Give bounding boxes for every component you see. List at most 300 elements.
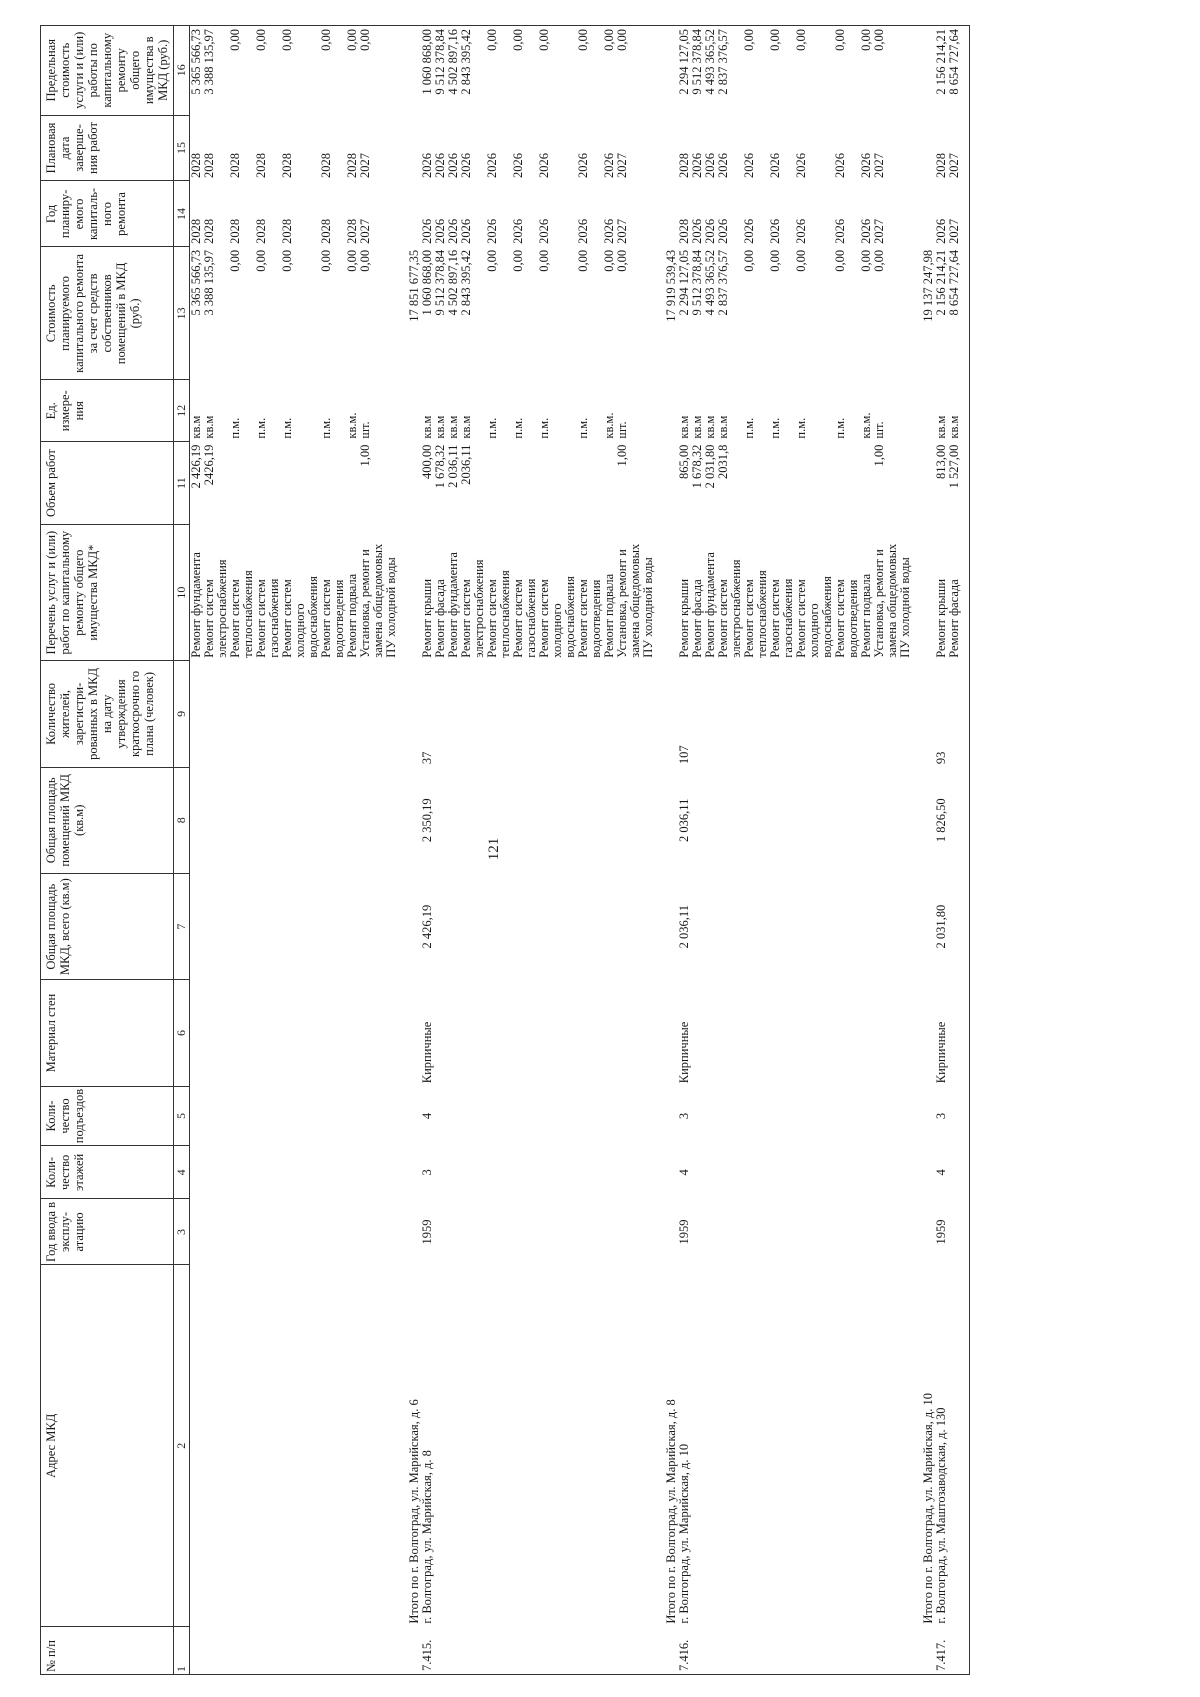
empty-cell: [460, 980, 486, 1086]
table-row: [346, 26, 359, 1675]
table-row: [616, 26, 655, 1675]
empty-cell: [434, 1627, 447, 1675]
empty-cell: [717, 1627, 743, 1675]
empty-cell: [912, 980, 922, 1086]
empty-cell: [961, 380, 970, 442]
empty-cell: [190, 873, 204, 979]
empty-cell: [834, 1086, 860, 1146]
empty-cell: [434, 980, 447, 1086]
work-name: Ремонт систем теплоснабжения: [228, 570, 255, 658]
work-volume: [577, 442, 603, 525]
empty-cell: [320, 980, 346, 1086]
empty-cell: [447, 767, 460, 873]
empty-cell: [603, 1086, 616, 1146]
empty-cell: [769, 1199, 795, 1265]
table-row: [769, 26, 795, 1675]
empty-cell: [281, 767, 320, 873]
work-repair-year: 2026: [833, 218, 847, 244]
work-name: Ремонт систем холодного водоснабжения: [794, 576, 834, 658]
work-volume: 1 678,32: [433, 444, 447, 489]
empty-cell: [359, 980, 398, 1086]
empty-cell: [860, 1086, 873, 1146]
work-repair-year: 2026: [446, 218, 460, 244]
empty-cell: [616, 1199, 655, 1265]
area-total: 2 036,11: [677, 905, 691, 949]
work-limit-cost: 0,00: [860, 26, 873, 116]
column-number: 8: [174, 767, 190, 873]
empty-cell: [912, 1086, 922, 1146]
empty-cell: [603, 1199, 616, 1265]
empty-cell: [512, 873, 538, 979]
total-cost: 17 919 539,43: [664, 249, 678, 322]
empty-cell: [717, 873, 743, 979]
work-name: Ремонт систем водоотведения: [576, 579, 603, 658]
year-built: 1959: [934, 1219, 948, 1245]
work-volume: 2 031,80: [703, 444, 717, 489]
work-name: Ремонт систем водоотведения: [319, 579, 346, 658]
header-row: [41, 26, 174, 1675]
work-repair-year: 2026: [768, 218, 782, 244]
work-volume: 1,00: [358, 444, 372, 467]
empty-cell: [948, 873, 961, 979]
work-end-year: 2026: [716, 152, 730, 178]
table-row: [717, 26, 743, 1675]
empty-cell: [860, 1265, 873, 1627]
empty-cell: [704, 1086, 717, 1146]
work-name: Ремонт систем газоснабжения: [768, 578, 795, 658]
empty-cell: [961, 442, 970, 525]
row-number: 7.417.: [935, 1627, 948, 1675]
empty-cell: [398, 1086, 408, 1146]
table-row: [190, 26, 204, 1675]
table-row: [795, 26, 834, 1675]
empty-cell: [190, 1146, 204, 1199]
empty-cell: [229, 980, 255, 1086]
empty-cell: [486, 767, 512, 873]
empty-cell: [577, 1199, 603, 1265]
empty-cell: [398, 26, 408, 116]
empty-cell: [704, 1265, 717, 1627]
work-limit-cost: 0,00: [229, 26, 255, 116]
empty-cell: [691, 1199, 704, 1265]
work-repair-year: 2028: [319, 218, 333, 244]
work-end-year: 2026: [794, 152, 808, 178]
work-cost: 2 156 214,21: [934, 249, 948, 316]
work-unit: п.м.: [319, 417, 333, 439]
empty-cell: [190, 1086, 204, 1146]
empty-cell: [873, 661, 912, 767]
header-entrances: Коли-чество подъездов: [41, 1086, 174, 1146]
work-volume: 400,00: [420, 444, 434, 479]
empty-cell: [203, 980, 229, 1086]
work-name: Ремонт систем водоотведения: [833, 579, 860, 658]
work-name: Ремонт систем электроснабжения: [202, 559, 229, 658]
area-rooms: 2 036,11: [677, 798, 691, 842]
column-number: 4: [174, 1146, 190, 1199]
work-repair-year: 2026: [485, 218, 499, 244]
empty-cell: [447, 1199, 460, 1265]
empty-cell: [434, 1199, 447, 1265]
empty-cell: [603, 1265, 616, 1627]
empty-cell: [320, 767, 346, 873]
empty-cell: [320, 1146, 346, 1199]
work-end-year: 2027: [358, 152, 372, 178]
work-unit: п.м.: [511, 417, 525, 439]
work-end-year: 2028: [934, 152, 948, 178]
empty-cell: [434, 873, 447, 979]
empty-cell: [538, 1627, 577, 1675]
empty-cell: [769, 873, 795, 979]
empty-cell: [229, 1199, 255, 1265]
empty-cell: [769, 1265, 795, 1627]
work-volume: [538, 442, 577, 525]
empty-cell: [795, 1086, 834, 1146]
empty-cell: [691, 873, 704, 979]
empty-cell: [538, 1265, 577, 1627]
empty-cell: [860, 1199, 873, 1265]
work-limit-cost: 0,00: [512, 26, 538, 116]
empty-cell: [948, 661, 961, 767]
column-number: 3: [174, 1199, 190, 1265]
empty-cell: [460, 661, 486, 767]
empty-cell: [834, 873, 860, 979]
empty-cell: [512, 1627, 538, 1675]
empty-cell: [873, 1199, 912, 1265]
work-repair-year: 2027: [358, 218, 372, 244]
table-body: [190, 26, 970, 1675]
empty-cell: [398, 1199, 408, 1265]
total-cost: 19 137 247,98: [921, 249, 935, 322]
empty-cell: [704, 980, 717, 1086]
work-end-year: 2026: [511, 152, 525, 178]
empty-cell: [603, 661, 616, 767]
work-repair-year: 2028: [189, 218, 203, 244]
empty-cell: [655, 767, 665, 873]
empty-cell: [434, 661, 447, 767]
work-limit-cost: 0,00: [255, 26, 281, 116]
empty-cell: [961, 661, 970, 767]
empty-cell: [691, 1265, 704, 1627]
work-end-year: 2026: [768, 152, 782, 178]
empty-cell: [203, 1146, 229, 1199]
empty-cell: [346, 1086, 359, 1146]
work-unit: п.м.: [768, 417, 782, 439]
work-unit: кв.м: [459, 415, 473, 439]
work-unit: п.м.: [228, 417, 242, 439]
empty-cell: [398, 873, 408, 979]
work-volume: [320, 442, 346, 525]
work-limit-cost: 0,00: [359, 26, 398, 116]
work-unit: п.м.: [254, 417, 268, 439]
work-repair-year: 2026: [859, 218, 873, 244]
header-wall-material: Материал стен: [41, 980, 174, 1086]
header-limit-cost: Предельная стоимость услуги и (или) работы по капитальному ремонту общего имущества в МКД (руб.): [41, 26, 174, 116]
empty-cell: [717, 1146, 743, 1199]
empty-cell: [691, 767, 704, 873]
work-repair-year: 2028: [677, 218, 691, 244]
house-address: г. Волгоград, ул. Маштозаводская, д. 130: [934, 1407, 948, 1624]
empty-cell: [873, 1627, 912, 1675]
work-name: Ремонт крыши: [420, 578, 434, 658]
empty-cell: [912, 181, 922, 247]
empty-cell: [834, 1265, 860, 1627]
work-name: Ремонт подвала: [602, 573, 616, 658]
empty-cell: [655, 1146, 665, 1199]
work-name: Ремонт крыши: [934, 578, 948, 658]
work-unit: кв.м: [202, 415, 216, 439]
work-limit-cost: 0,00: [486, 26, 512, 116]
column-number: 5: [174, 1086, 190, 1146]
empty-cell: [255, 1086, 281, 1146]
empty-cell: [873, 980, 912, 1086]
empty-cell: [538, 1086, 577, 1146]
work-unit: п.м.: [742, 417, 756, 439]
table-row: [460, 26, 486, 1675]
work-cost: 1 060 868,00: [420, 249, 434, 316]
empty-cell: [691, 1086, 704, 1146]
empty-cell: [704, 873, 717, 979]
empty-cell: [346, 661, 359, 767]
work-limit-cost: 4 502 897,16: [447, 26, 460, 116]
table-row: [203, 26, 229, 1675]
work-repair-year: 2026: [459, 218, 473, 244]
empty-cell: [281, 980, 320, 1086]
entrances: 4: [420, 1112, 434, 1120]
work-cost: 0,00: [280, 249, 294, 272]
work-cost: 4 502 897,16: [446, 249, 460, 316]
work-unit: п.м.: [280, 417, 294, 439]
work-limit-cost: 0,00: [281, 26, 320, 116]
empty-cell: [717, 767, 743, 873]
empty-cell: [281, 1146, 320, 1199]
work-cost: 0,00: [768, 249, 782, 272]
empty-cell: [795, 873, 834, 979]
empty-cell: [398, 181, 408, 247]
empty-cell: [834, 661, 860, 767]
work-limit-cost: 2 156 214,21: [935, 26, 948, 116]
column-number: 6: [174, 980, 190, 1086]
work-name: Ремонт подвала: [345, 573, 359, 658]
empty-cell: [460, 1627, 486, 1675]
header-address: Адрес МКД: [41, 1265, 174, 1627]
work-volume: 1 527,00: [947, 444, 961, 489]
work-volume: 813,00: [934, 444, 948, 479]
work-end-year: 2028: [280, 152, 294, 178]
empty-cell: [538, 980, 577, 1086]
empty-cell: [860, 661, 873, 767]
work-volume: [229, 442, 255, 525]
capital-repair-table: [40, 25, 970, 1675]
work-limit-cost: 0,00: [873, 26, 912, 116]
empty-cell: [398, 1627, 408, 1675]
empty-cell: [359, 1265, 398, 1627]
empty-cell: [961, 1199, 970, 1265]
empty-cell: [190, 661, 204, 767]
work-end-year: 2026: [703, 152, 717, 178]
work-unit: шт.: [872, 421, 886, 439]
table-row: [512, 26, 538, 1675]
table-row: [255, 26, 281, 1675]
work-repair-year: 2028: [280, 218, 294, 244]
empty-cell: [203, 1265, 229, 1627]
empty-cell: [743, 1627, 769, 1675]
work-volume: 2 426,19: [189, 444, 203, 489]
empty-cell: [655, 1086, 665, 1146]
work-volume: 2426,19: [202, 444, 216, 486]
empty-cell: [255, 873, 281, 979]
header-floors: Коли-чество этажей: [41, 1146, 174, 1199]
column-number: 12: [174, 380, 190, 442]
empty-cell: [704, 1627, 717, 1675]
work-repair-year: 2028: [228, 218, 242, 244]
empty-cell: [912, 380, 922, 442]
work-name: Ремонт фундамента: [189, 552, 203, 658]
empty-cell: [616, 1086, 655, 1146]
empty-cell: [603, 1627, 616, 1675]
work-volume: [281, 442, 320, 525]
floors: 3: [420, 1169, 434, 1176]
empty-cell: [873, 1265, 912, 1627]
work-volume: [486, 442, 512, 525]
empty-cell: [281, 1086, 320, 1146]
empty-cell: [281, 873, 320, 979]
work-unit: кв.м: [934, 415, 948, 439]
work-end-year: 2026: [537, 152, 551, 178]
work-volume: 2 036,11: [446, 444, 460, 488]
work-limit-cost: 0,00: [743, 26, 769, 116]
empty-cell: [486, 980, 512, 1086]
work-cost: 0,00: [872, 249, 886, 272]
empty-cell: [948, 1265, 961, 1627]
wall-material: Кирпичные: [420, 1021, 434, 1084]
empty-cell: [346, 1265, 359, 1627]
work-repair-year: 2028: [202, 218, 216, 244]
house-address: г. Волгоград, ул. Марийская, д. 8: [420, 1450, 434, 1624]
empty-cell: [769, 980, 795, 1086]
empty-cell: [912, 26, 922, 116]
work-name: Ремонт фасада: [690, 579, 704, 658]
entrances: 3: [934, 1112, 948, 1120]
empty-cell: [948, 1199, 961, 1265]
work-name: Ремонт систем электроснабжения: [716, 559, 743, 658]
work-cost: 0,00: [319, 249, 333, 272]
empty-cell: [577, 661, 603, 767]
empty-cell: [359, 767, 398, 873]
work-limit-cost: 9 512 378,84: [691, 26, 704, 116]
work-volume: 1,00: [615, 444, 629, 467]
empty-cell: [190, 767, 204, 873]
work-unit: кв.м: [446, 415, 460, 439]
work-repair-year: 2026: [537, 218, 551, 244]
empty-cell: [795, 1265, 834, 1627]
empty-cell: [704, 661, 717, 767]
work-cost: 9 512 378,84: [433, 249, 447, 316]
work-name: Ремонт систем теплоснабжения: [742, 570, 769, 658]
header-repair-year: Год планиру-емого капиталь-ного ремонта: [41, 181, 174, 247]
work-end-year: 2026: [742, 152, 756, 178]
empty-cell: [743, 873, 769, 979]
empty-cell: [655, 980, 665, 1086]
empty-cell: [281, 1199, 320, 1265]
empty-cell: [434, 1265, 447, 1627]
work-unit: п.м.: [576, 417, 590, 439]
work-name: Ремонт систем электроснабжения: [459, 559, 486, 658]
empty-cell: [834, 1627, 860, 1675]
empty-cell: [447, 1146, 460, 1199]
empty-cell: [229, 1265, 255, 1627]
work-cost: 0,00: [602, 249, 616, 272]
empty-cell: [398, 380, 408, 442]
empty-cell: [346, 980, 359, 1086]
empty-cell: [320, 873, 346, 979]
work-cost: 0,00: [742, 249, 756, 272]
work-end-year: 2027: [615, 152, 629, 178]
empty-cell: [512, 1086, 538, 1146]
empty-cell: [691, 980, 704, 1086]
empty-cell: [255, 767, 281, 873]
entrances: 3: [677, 1112, 691, 1120]
empty-cell: [795, 1146, 834, 1199]
empty-cell: [912, 767, 922, 873]
column-number: 16: [174, 26, 190, 116]
work-name: Ремонт систем теплоснабжения: [485, 570, 512, 658]
empty-cell: [447, 661, 460, 767]
table-row: [281, 26, 320, 1675]
empty-cell: [603, 1146, 616, 1199]
work-name: Ремонт фундамента: [446, 552, 460, 658]
empty-cell: [616, 1627, 655, 1675]
work-unit: кв.м: [433, 415, 447, 439]
work-limit-cost: 5 365 566,73: [190, 26, 204, 116]
work-cost: 0,00: [794, 249, 808, 272]
empty-cell: [912, 525, 922, 661]
total-cost: 17 851 677,35: [407, 249, 421, 322]
work-cost: 0,00: [358, 249, 372, 272]
empty-cell: [447, 873, 460, 979]
empty-cell: [961, 767, 970, 873]
empty-cell: [512, 1265, 538, 1627]
work-name: Ремонт фасада: [947, 579, 961, 658]
residents: 93: [934, 751, 948, 765]
empty-cell: [948, 1146, 961, 1199]
empty-cell: [961, 1627, 970, 1675]
empty-cell: [961, 980, 970, 1086]
header-volume: Объем работ: [41, 442, 174, 525]
table-row: [577, 26, 603, 1675]
empty-cell: [486, 873, 512, 979]
empty-cell: [769, 1146, 795, 1199]
empty-cell: [912, 442, 922, 525]
empty-cell: [961, 26, 970, 116]
work-unit: шт.: [358, 421, 372, 439]
work-cost: 0,00: [576, 249, 590, 272]
work-limit-cost: 0,00: [834, 26, 860, 116]
work-volume: [512, 442, 538, 525]
work-unit: кв.м.: [602, 412, 616, 439]
work-end-year: 2026: [446, 152, 460, 178]
table-row: [860, 26, 873, 1675]
empty-cell: [538, 873, 577, 979]
empty-cell: [717, 980, 743, 1086]
work-unit: кв.м: [420, 415, 434, 439]
empty-cell: [359, 1199, 398, 1265]
empty-cell: [948, 980, 961, 1086]
empty-cell: [460, 1086, 486, 1146]
work-end-year: 2028: [228, 152, 242, 178]
empty-cell: [538, 661, 577, 767]
empty-cell: [691, 1627, 704, 1675]
work-end-year: 2026: [485, 152, 499, 178]
